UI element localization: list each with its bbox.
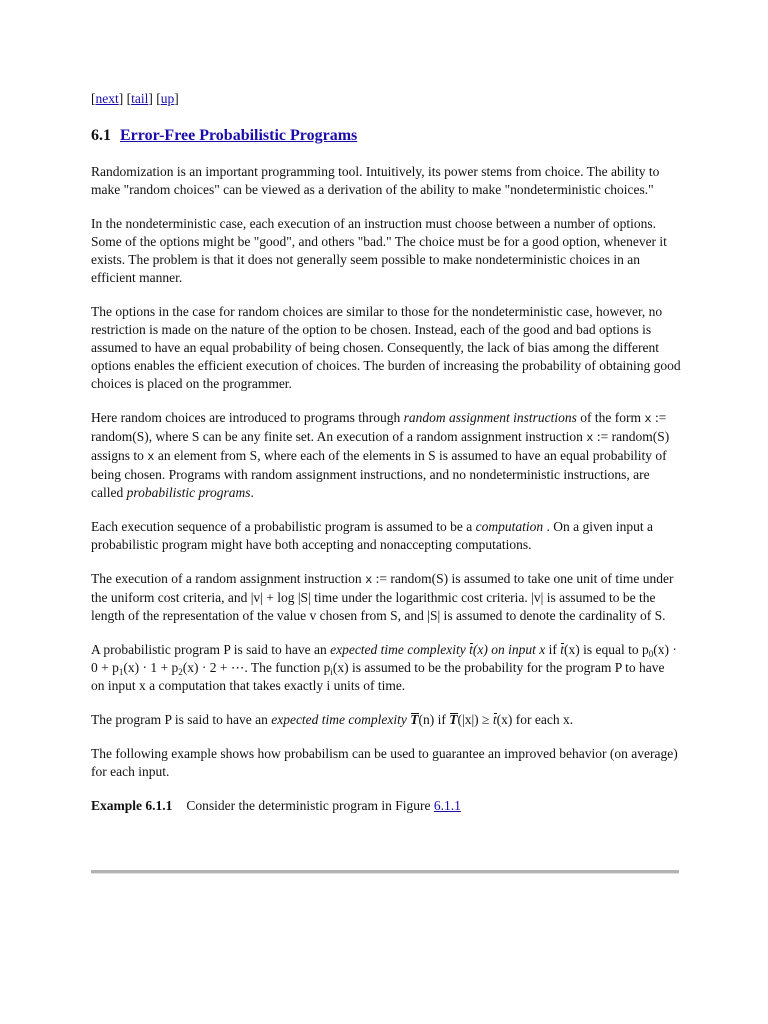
paragraph-nondeterministic: In the nondeterministic case, each execution of an instruction must choose between a number of options. Some of the options might be "good", and others "bad." The choice must be for a good option, whenever it exists. The problem is that it does not generally seem possible to make nondeterministic choices in an efficient manner. [91, 216, 667, 285]
paragraph-randomization: Randomization is an important programming tool. Intuitively, its power stems from choice. The ability to make "random choices" can be viewed as a derivation of the ability to make "nondeterministic choices." [91, 164, 660, 197]
next-link[interactable]: next [95, 91, 119, 106]
paragraph-computation: Each execution sequence of a probabilistic program is assumed to be a computation . On a given input a probabilistic program might have both accepting and nonaccepting computations. [91, 519, 653, 552]
t-bar-symbol: t [492, 712, 497, 727]
tail-link[interactable]: tail [131, 91, 149, 106]
section-number: 6.1 [91, 127, 111, 144]
example-label: Example 6.1.1 [91, 798, 173, 813]
section-title-link[interactable]: Error-Free Probabilistic Programs [120, 127, 358, 144]
paragraph-cost-criteria: The execution of a random assignment instruction x := random(S) is assumed to take one unit of time under the uniform cost criteria, and |v| + log |S| time under the logarithmic cost criteria. |v| is assumed to be the length of the representation of the value v chosen from S, and |S| is assumed to denote the cardinality of S. [91, 571, 674, 623]
document-body [91, 89, 681, 831]
term-probabilistic-programs: probabilistic programs [126, 485, 251, 500]
navigation-links: [next] [tail] [up] [91, 91, 179, 106]
term-random-assignment: random assignment instructions [403, 410, 577, 425]
t-bar-symbol: t [469, 642, 473, 657]
horizontal-divider [91, 870, 679, 874]
paragraph-expected-time-input: A probabilistic program P is said to have an expected time complexity t(x) on input x if t(x) is equal to $p_0(x) \cdot 0 + p_1(x) \cdot 1 + p_2(x) \cdot 2$ + ⋯. The function $p_i(x)$ is assumed to be the probability for the program P to have on input x a computation that takes exactly i units of time. [91, 642, 677, 693]
up-link[interactable]: up [160, 91, 175, 106]
paragraph-following-example: The following example shows how probabilism can be used to guarantee an improved behavior (on average) for each input. [91, 746, 678, 779]
paragraph-expected-time-n: The program P is said to have an expected time complexity T(n) if T(|x|) ≥ t(x) for each x. [91, 712, 574, 727]
T-bar-symbol: T [449, 712, 458, 727]
paragraph-random-choices: The options in the case for random choices are similar to those for the nondeterministic case, however, no restriction is made on the nature of the option to be chosen. Instead, each of the good and bad options is assumed to have an equal probability of being chosen. Consequently, the lack of bias among the different options enables the efficient execution of choices. The burden of increasing the probability of obtaining good choices is placed on the programmer. [91, 304, 681, 391]
T-bar-symbol: T [410, 712, 419, 727]
example-line: Example 6.1.1 Consider the deterministic program in Figure 6.1.1 [91, 798, 461, 813]
figure-link[interactable]: 6.1.1 [433, 798, 461, 813]
paragraph-random-assignment: Here random choices are introduced to programs through random assignment instructions of the form x := random(S), where S can be any finite set. An execution of a random assignment instruction x := random(S) assigns to x an element from S, where each of the elements in S is assumed to have an equal probability of being chosen. Programs with random assignment instructions, and no nondeterministic instructions, are called probabilistic programs. [91, 410, 670, 500]
term-computation: computation [475, 519, 544, 534]
section-heading [91, 125, 681, 147]
t-bar-symbol: t [560, 642, 565, 657]
